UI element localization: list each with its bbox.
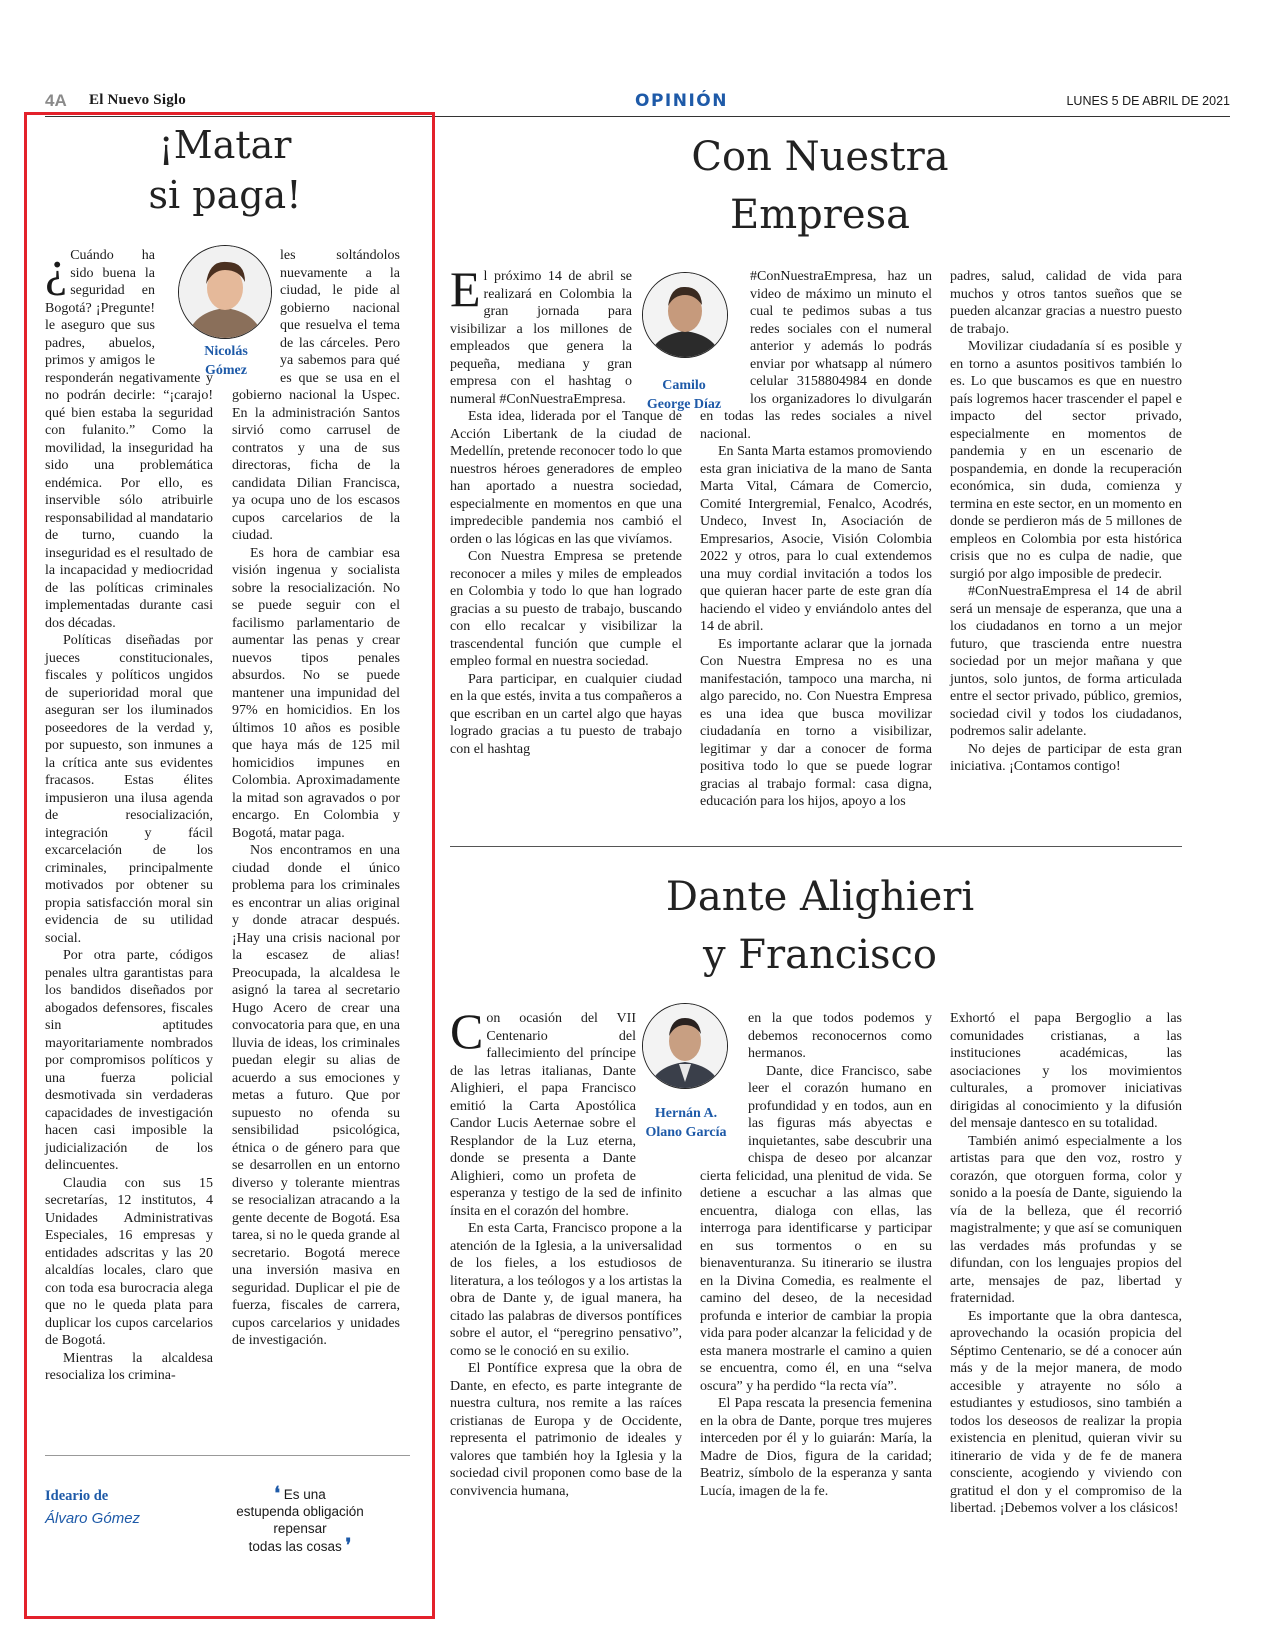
paragraph: Exhortó el papa Bergoglio a las comunidades cristianas, a las instituciones académicas, las asociaciones y los movimientos culturales, a promover iniciativas dirigidas al conocimiento y la difusión del mensaje dantesco en su totalidad. [950, 1011, 1182, 1131]
paragraph: Para participar, en cualquier ciudad en la que estés, invita a tus compañeros a que escriban en un cartel algo que hayas logrado gracias a tu puesto de trabajo con el hashtag [450, 671, 682, 757]
quote-line: estupenda obligación [236, 1504, 364, 1519]
close-quote-icon: ❜ [345, 1535, 352, 1555]
paragraph: También animó especialmente a los artistas para que den voz, rostro y corazón, que otorguen forma, color y sonido a la poesía de Dante, siguiendo la vía de la belleza, que él recorrió magistralmente; y que así se comuniquen las verdades más profundas y se difundan, con los lenguajes propios del arte, mensajes de paz, libertad y fraternidad. [950, 1133, 1182, 1306]
article1-title-line2: si paga! [148, 173, 302, 217]
ideario-quote [200, 1485, 400, 1555]
article2-column-2 [700, 268, 932, 828]
paragraph: Con Nuestra Empresa se pretende reconocer a miles y miles de empleados en Colombia y todo lo que han logrado gracias a su puesto de trabajo, buscando con ello recalcar y visibilizar la trascendental función que cumple el empleo formal en nuestra sociedad. [450, 549, 682, 669]
paragraph: En esta Carta, Francisco propone a la atención de la Iglesia, a la universalidad de los fieles, a los estudiosos de literatura, a los teólogos y a los artistas la obra de Dante y, de igual manera, ha citado las palabras de diversos pontífices sobre el autor, el “peregrino pensativo”, como se le conoció en su exilio. [450, 1221, 682, 1359]
article2-headline [600, 128, 1040, 244]
paragraph: on ocasión del VII Centenario del fallecimiento del príncipe de las letras italianas, Dante Alighieri, el papa Francisco emitió la Carta Apostólica Candor Lucis Aeternae sobre el Resplandor de la Luz eterna, donde se presenta a Dante Alighieri, como un profeta de esperanza y testigo de la sed de infinito ínsita en el corazón del hombre. [450, 1011, 682, 1219]
ideario-author: Álvaro Gómez [45, 1510, 141, 1527]
ideario-label: Ideario de [45, 1488, 109, 1504]
paragraph: Cuándo ha sido buena la seguridad en Bogotá? ¡Pregunte! le aseguro que sus padres, abuelos, primos y amigos le responderán negativamente y no podrán decirle: “¡carajo! qué bien estaba la seguridad con fulanito.” Como la movilidad, la inseguridad ha sido una problemática endémica. Por ello, es inservible sólo atribuirle responsabilidad al mandatario de turno, cuando la inseguridad es el resultado de la incapacidad y mediocridad de las políticas criminales implementadas durante casi dos décadas. [45, 248, 213, 631]
quote-line: repensar [273, 1521, 327, 1536]
paragraph: Es importante que la obra dantesca, aprovechando la ocasión propicia del Séptimo Centenario, se dé a conocer aún más y de la mejor manera, de modo accesible y atrayente no sólo a estudiantes y estudiosos, sino también a todos los deseosos de realizar la propia existencia en plenitud, quieran vivir su itinerario de vida y de fe de manera consciente, acogiendo y viviendo con gratitud el don y el compromiso de la libertad. ¡Debemos volver a los clásicos! [950, 1308, 1182, 1516]
article3-column-1 [450, 1003, 682, 1550]
paragraph: Es importante aclarar que la jornada Con Nuestra Empresa no es una manifestación, tampoco una marcha, ni algo parecido, no. Con Nuestra Empresa es una idea que busca movilizar ciudadanía en torno a visibilizar, legitimar y dar a conocer de forma positiva todo lo que se puede lograr gracias al trabajo formal: casa digna, educación para los hijos, apoyo a los [700, 636, 932, 809]
quote-line: todas las cosas [248, 1539, 342, 1554]
article2-column-1 [450, 261, 682, 828]
paragraph: Dante, dice Francisco, sabe leer el corazón humano en profundidad y en todos, aun en las figuras más abyectas e inquietantes, sabe descubrir una chispa de deseo por alcanzar cierta felicidad, una plenitud de vida. Se detiene a escuchar a las almas que encuentra, dialoga con ellas, las interroga para identificarse y participar en sus tormentos o en su bienaventuranza. Su itinerario se ilustra en la Divina Comedia, es realmente el camino del deseo, de la necesidad profunda e interior de cambiar la propia vida para poder alcanzar la felicidad y de esta manera mostrarle el camino a quien se encuentra, como él, en una “selva oscura” y ha perdido “la recta vía”. [700, 1063, 932, 1394]
issue-date: LUNES 5 DE ABRIL DE 2021 [1066, 94, 1230, 108]
article3-headline [580, 868, 1060, 984]
ideario-divider [45, 1455, 410, 1456]
open-quote-icon: ❛ [274, 1483, 280, 1503]
author-last-name: George Díaz [646, 397, 722, 412]
article3-title-line1: Dante Alighieri [665, 874, 975, 920]
article3-title-line2: y Francisco [702, 932, 937, 978]
paragraph: Es hora de cambiar esa visión ingenua y socialista sobre la resocialización. No se puede seguir con el facilismo parlamentario de aumentar las penas y crear nuevos tipos penales absurdos. No se puede mantener una impunidad del 97% en homicidios. En los últimos 10 años es posible que haya más de 125 mil homicidios impunes en Colombia. Aproximadamente la mitad son agravados o por encargo. En Colombia y Bogotá, matar paga. [232, 545, 400, 841]
newspaper-name: El Nuevo Siglo [89, 92, 186, 108]
paragraph: padres, salud, calidad de vida para muchos y otros tantos sueños que se pueden alcanzar gracias a nuestro puesto de trabajo. [950, 269, 1182, 337]
paragraph: En Santa Marta estamos promoviendo esta gran iniciativa de la mano de Santa Marta Vital, Cámara de Comercio, Comité Intergremial, Fenalco, Acodrés, Undeco, Invest In, Asociación de Empresarios, Asocie, Visión Colombia 2022 y otros, para lo cual extendemos una muy cordial invitación a todos los que quieran hacer parte de este gran día haciendo el video y enviándolo antes del 14 de abril. [700, 444, 932, 634]
article1-headline [60, 120, 390, 220]
article1-column-1 [45, 240, 213, 1437]
paragraph: Movilizar ciudadanía sí es posible y en torno a asuntos positivos también lo es. Lo que buscamos es que en nuestro país logremos hacer trascender el papel e impacto del sector privado, especialmente en momentos de pandemia y en un escenario de pospandemia, en donde la recuperación económica, sin duda, comienza y termina en este sector, en un momento en donde se perdieron más de 5 millones de empleos en Colombia por esta histórica crisis que no es culpa de nadie, que surgió por algo imposible de predecir. [950, 339, 1182, 582]
quote-line: Es una [283, 1487, 326, 1502]
paragraph: en la que todos podemos y debemos reconocernos como hermanos. [748, 1011, 932, 1061]
article-divider [450, 846, 1182, 847]
paragraph: #ConNuestraEmpresa, haz un video de máximo un minuto el cual te pedimos subas a tus redes sociales con el numeral anterior y además lo podrás enviar por whatsapp al número celular 3158804984 en donde los organizadores lo divulgarán en todas las redes sociales a nivel nacional. [700, 269, 932, 442]
article3-column-3 [950, 1010, 1182, 1550]
section-title: OPINIÓN [635, 91, 728, 111]
article2-column-3 [950, 268, 1182, 828]
author-first-name: Hernán A. [654, 1106, 718, 1121]
article1-column-2 [232, 247, 400, 1437]
paragraph: #ConNuestraEmpresa el 14 de abril será un mensaje de esperanza, que una a los ciudadanos en torno a un mejor futuro, que trascienda entre nuestra sociedad por un mejor mañana y que juntos, solo juntos, de forma articulada entre el sector privado, público, gremios, sociedad civil y todos los ciudadanos, podremos salir adelante. [950, 584, 1182, 739]
paragraph: Claudia con sus 15 secretarías, 12 institutos, 4 Unidades Administrativas Especiales, 16 empresas y entidades adscritas y las 20 alcaldías locales, claro que con toda esa burocracia alega que no le queda plata para duplicar los cupos carcelarios de Bogotá. [45, 1175, 213, 1348]
article1-title-line1: ¡Matar [158, 123, 292, 167]
paragraph: les soltándolos nuevamente a la ciudad, le pide al gobierno nacional que resuelva el tema de las cárceles. Pero ya sabemos para qué es que se usa en el gobierno nacional la Uspec. En la administración Santos sirvió como carrusel de contratos y una de sus directoras, ficha de la candidata Dilian Francisca, ya ocupa uno de los escasos cupos carcelarios de la ciudad. [232, 248, 400, 543]
drop-cap: C [450, 1003, 484, 1059]
author-last-name: Olano García [645, 1125, 727, 1140]
paragraph: El Papa rescata la presencia femenina en la obra de Dante, porque tres mujeres interceden por él y lo guiarán: María, la Madre de Dios, figura de la caridad; Beatriz, símbolo de la esperanza y santa Lucía, imagen de la fe. [700, 1396, 932, 1499]
article2-title-line2: Empresa [730, 192, 910, 238]
paragraph: Políticas diseñadas por jueces constitucionales, fiscales y políticos ungidos de superioridad moral que aseguran ser los iluminados poseedores de la verdad y, por supuesto, son inmunes a la crítica ante sus evidentes fracasos. Estas élites impusieron una ilusa agenda de resocialización, integración y fácil excarcelación de los criminales, principalmente motivados por obtener su propia satisfacción moral sin evidencia de su utilidad social. [45, 633, 213, 946]
paragraph: El Pontífice expresa que la obra de Dante, en efecto, es parte integrante de nuestra cultura, nos remite a las raíces cristianas de Europa y de Occidente, representa el patrimonio de ideales y valores que también hoy la Iglesia y la sociedad civil proponen como base de la convivencia humana, [450, 1361, 682, 1499]
page-number: 4A [45, 91, 67, 110]
author-first-name: Nicolás [204, 344, 248, 359]
paragraph: Por otra parte, códigos penales ultra garantistas para los bandidos diseñados por abogados defensores, fiscales sin aptitudes mayoritariamente nombrados por compromisos políticos y una fuerza policial desmotivada sin verdaderas capacidades de investigación hacen casi imposible la judicialización de los delincuentes. [45, 948, 213, 1173]
paragraph: Esta idea, liderada por el Tanque de Acción Libertank de la ciudad de Medellín, pretende reconocer todo lo que nuestros héroes generadores de empleo han aportado a nuestra sociedad, especialmente en momentos en que una impredecible pandemia nos cambió el orden o las lógicas en las que vivíamos. [450, 409, 682, 547]
paragraph: Mientras la alcaldesa resocializa los crimina- [45, 1350, 213, 1383]
paragraph: l próximo 14 de abril se realizará en Colombia la gran jornada para visibilizar a los millones de empleados que genera la pequeña, mediana y gran empresa con el hashtag o numeral #ConNuestraEmpresa. [450, 269, 632, 407]
article3-column-2 [700, 1010, 932, 1550]
drop-cap: E [450, 261, 481, 317]
article2-title-line1: Con Nuestra [691, 134, 949, 180]
paragraph: Nos encontramos en una ciudad donde el único problema para los criminales es encontrar un alias original y donde atracar después. ¡Hay una crisis nacional por la escasez de alias! Preocupada, la alcaldesa le asignó la tarea al secretario Hugo Acero de crear una convocatoria para que, en una lluvia de ideas, los criminales puedan elegir su alias de acuerdo a sus emociones y metas a futuro. Que por supuesto no ofenda su sensibilidad psicológica, étnica o de género para que se desarrollen en un entorno diverso y tolerante mientras se resocializan atracando a la gente decente de Bogotá. Esa tarea, si no le queda grande al secretario. Bogotá merece una inversión masiva en seguridad. Duplicar el pie de fuerza, fiscales de carrera, cupos carcelarios y unidades de investigación. [232, 843, 400, 1348]
author-first-name: Camilo [662, 378, 706, 393]
author-last-name: Gómez [205, 363, 247, 378]
drop-cap: ¿ [45, 240, 68, 296]
paragraph: No dejes de participar de esta gran iniciativa. ¡Contamos contigo! [950, 741, 1182, 774]
